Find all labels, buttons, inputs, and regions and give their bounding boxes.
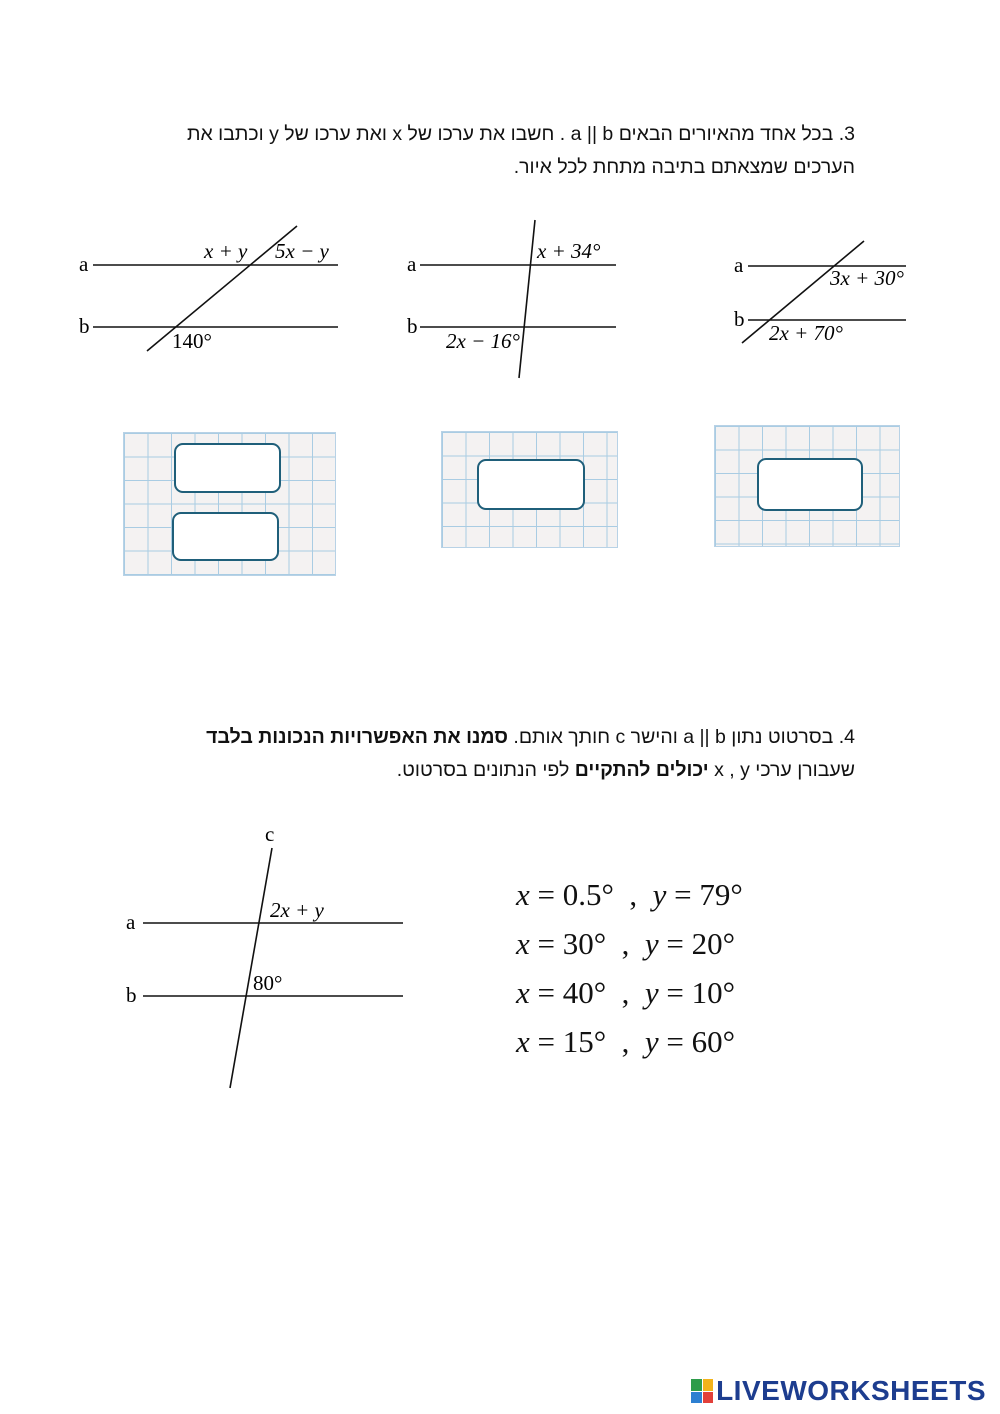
option-1[interactable]: x = 0.5° , y = 79° (516, 877, 743, 912)
option-4[interactable]: x = 15° , y = 60° (516, 1024, 736, 1059)
line-b-label: b (407, 314, 418, 338)
answer-box-x[interactable] (757, 458, 863, 511)
angle-label: 5x − y (275, 239, 329, 263)
liveworksheets-logo (691, 1374, 986, 1408)
question-number: 3. (838, 123, 855, 145)
question-text: בכל אחד מהאיורים הבאים a || b . חשבו את ערכו של x ואת ערכו של y וכתבו את הערכים שמצאתם בתיבה מתחת לכל איור. (187, 123, 855, 178)
answer-grid-1 (123, 432, 336, 576)
line-a-label: a (126, 910, 136, 934)
option-y-value: 20° (691, 926, 736, 961)
logo-text: LIVEWORKSHEETS (716, 1375, 986, 1406)
line-a-label: a (407, 252, 417, 276)
question-text-bold: יכולים להתקיים (574, 759, 709, 781)
answer-box-x[interactable] (174, 443, 281, 493)
question-text-bold: סמנו את האפשרויות הנכונות בלבד (206, 726, 508, 748)
question-number: 4. (838, 726, 855, 748)
option-3[interactable]: x = 40° , y = 10° (516, 975, 736, 1010)
answer-grid-3 (714, 425, 900, 547)
line-b-label: b (79, 314, 90, 338)
angle-label: x + 34° (537, 239, 601, 263)
answer-grid-2 (441, 431, 618, 548)
option-2[interactable]: x = 30° , y = 20° (516, 926, 736, 961)
option-y-value: 79° (699, 877, 743, 912)
question-4 (170, 721, 855, 787)
angle-label: 3x + 30° (830, 266, 904, 290)
line-a-label: a (734, 253, 744, 277)
line-b-label: b (126, 983, 137, 1007)
option-y-value: 10° (691, 975, 736, 1010)
line-c (230, 848, 272, 1088)
option-x-value: 40° (562, 975, 607, 1010)
option-x-value: 15° (562, 1024, 607, 1059)
line-b-label: b (734, 307, 745, 331)
logo-icon (691, 1379, 713, 1403)
angle-label: 2x − 16° (446, 329, 520, 353)
figure-4 (143, 848, 403, 1088)
line-c-label: c (265, 822, 275, 846)
option-y-value: 60° (691, 1024, 736, 1059)
angle-label: 2x + y (270, 898, 324, 922)
question-text: לפי הנתונים בסרטוט. (396, 759, 575, 781)
option-x-value: 30° (562, 926, 607, 961)
angle-label: 140° (172, 329, 212, 353)
question-text: בסרטוט נתון a || b והישר c חותך אותם. (508, 726, 834, 748)
answer-box-y[interactable] (172, 512, 279, 561)
angle-label: 80° (253, 971, 283, 995)
angle-label: 2x + 70° (769, 321, 843, 345)
angle-label: x + y (204, 239, 248, 263)
answer-box-x[interactable] (477, 459, 585, 510)
option-x-value: 0.5° (562, 877, 614, 912)
line-a-label: a (79, 252, 89, 276)
question-text: שעבורן ערכי x , y (708, 759, 855, 781)
transversal (519, 220, 535, 378)
